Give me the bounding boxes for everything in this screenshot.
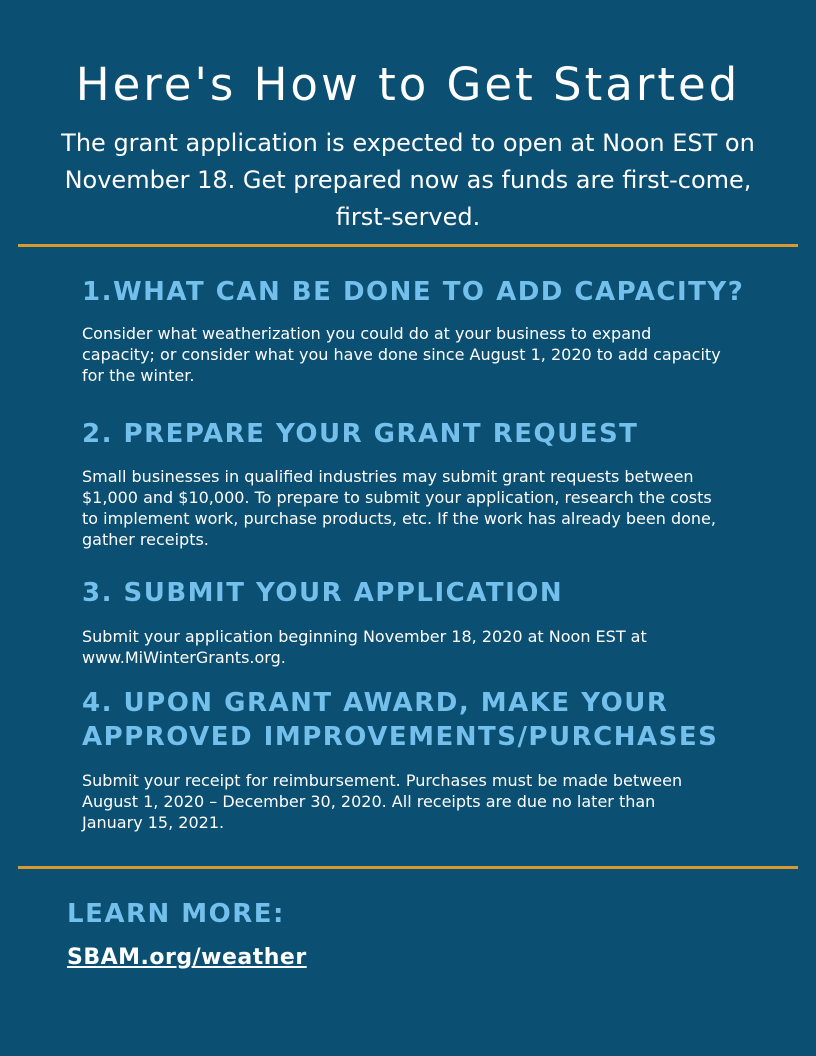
- step-4-body: Submit your receipt for reimbursement. Purchases must be made between August 1, 2020 – December 30, 2020. All receipts are due no later than January 15, 2021.: [82, 771, 683, 832]
- step-1-body: Consider what weatherization you could do at your business to expand capacity; or consider what you have done since August 1, 2020 to add capacity for the winter.: [82, 324, 721, 385]
- page-subtitle: The grant application is expected to open at Noon EST on November 18. Get prepared now as funds are first-come, first-served.: [61, 129, 755, 231]
- learn-more-link[interactable]: SBAM.org/weather: [67, 945, 307, 970]
- step-2-body: Small businesses in qualified industries may submit grant requests between $1,000 and $10,000. To prepare to submit your application, research the costs to implement work, purchase products, etc. If the work has already been done, gather receipts.: [82, 467, 716, 549]
- step-2-heading: 2. PREPARE YOUR GRANT REQUEST: [82, 419, 639, 449]
- step-3-body: Submit your application beginning November 18, 2020 at Noon EST at www.MiWinterGrants.org.: [82, 627, 647, 667]
- learn-more-heading: LEARN MORE:: [67, 899, 285, 929]
- page-title: Here's How to Get Started: [75, 58, 741, 111]
- top-divider: [18, 244, 798, 247]
- step-4-heading: 4. UPON GRANT AWARD, MAKE YOUR APPROVED IMPROVEMENTS/PURCHASES: [82, 688, 719, 752]
- step-1-heading: 1.WHAT CAN BE DONE TO ADD CAPACITY?: [82, 277, 745, 307]
- bottom-divider: [18, 866, 798, 869]
- step-3-heading: 3. SUBMIT YOUR APPLICATION: [82, 578, 564, 608]
